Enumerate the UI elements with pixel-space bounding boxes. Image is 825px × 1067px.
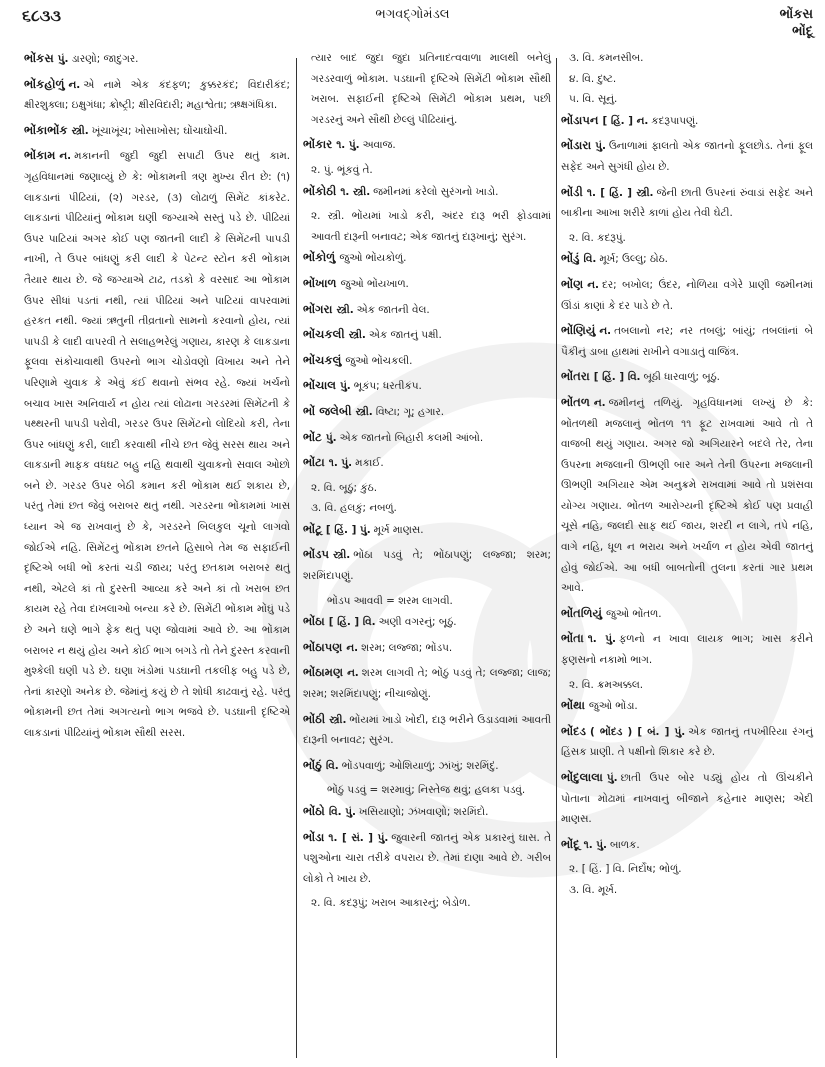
headword: ભોંદડ xyxy=(561,723,587,738)
definition-text: એક જાતનું પક્ષી. xyxy=(368,329,442,342)
definition-text: જુઓ ભોંચકલી. xyxy=(345,354,413,367)
definition-text: ખસિયાણો; ઝંખવાણો; શરમિંદો. xyxy=(358,806,489,818)
definition-text: તબલાનો નર; નર તબલું; બાંયું; તબલાંનાં બે પૈકીનું ડાબા હાથમાં રાખીને વગાડાતું વાજિંત્ર. xyxy=(561,325,813,358)
grammar-label: વિ. xyxy=(583,253,597,266)
dictionary-subsense xyxy=(303,160,551,181)
grammar-label: ન. xyxy=(59,150,72,163)
grammar-label: ૧. સ્ત્રી. xyxy=(340,185,371,198)
dictionary-entry xyxy=(303,181,551,203)
dictionary-entry xyxy=(561,603,813,625)
definition-text: ૨. વિ. કદરૂપું. xyxy=(569,231,626,244)
grammar-label: ૧. [ હિં. ] સ્ત્રી. xyxy=(586,186,654,199)
dictionary-entry xyxy=(561,135,813,177)
dictionary-subsense xyxy=(303,893,551,914)
dictionary-entry xyxy=(561,628,813,670)
dictionary-entry xyxy=(24,120,290,142)
headword: ભોંકાર xyxy=(303,137,333,152)
definition-text: મૂર્ખ માણસ. xyxy=(373,523,424,536)
grammar-label: ૧. પું. xyxy=(328,457,353,470)
dictionary-subsense xyxy=(561,48,813,69)
grammar-label: ન. xyxy=(587,278,599,291)
definition-text: એક જાતનો બિહારી કલમી આંબો. xyxy=(339,431,484,444)
grammar-label: પું. xyxy=(57,53,69,65)
dictionary-entry xyxy=(561,110,813,132)
definition-text: ડારણો; જાદુગર. xyxy=(71,53,139,65)
definition-text: દર; બખોલ; ઉંદર, નોળિયા વગેરે પ્રાણી જમીનમાં ઊંડાં કાણાં કે દર પાડે છે તે. xyxy=(561,278,813,312)
page-number: ૬૮૩૩ xyxy=(22,6,62,25)
definition-text: મકાનની જુદી જુદી સપાટી ઉપર થતું કામ. ગૃહવિધાનમાં જણાવ્યું છે કે: ભોંકામની ત્રણ મુખ્ય રીત છે: (૧) લાકડાનાં પીઢિયાં, (૨) ગરડર, (૩) લોઢાળું સિમેંટ કાંકરેટ. લાકડાનાં પીઢિયાંનું ભોંકામ ઘણી જગ્યાએ સસ્તું પડે છે. પીઢિયાં ઉપર પાટિયાં અગર કોઈ પણ જાતની લાદી કે સિમેંટની પાપડી નાખી, તે ઉપર બાંધણું કરી લાદી કે પેટન્ટ સ્ટોન કરી ભોંકામ તૈયાર થાય છે. જે જગ્યાએ ટાઢ, તડકો કે વરસાદ આ ભોંકામ ઉપર સીધાં પડતાં નથી, ત્યાં પીઢિયાં અને પાટિયાં વાપરવામાં હરકત નથી. જ્યાં ઋતુની તીવ્રતાનો સામનો કરવાનો હોય, ત્યાં પાપડી કે લાદી વાપરવી તે સલાહભરેલું ગણાય, કારણ કે લાકડાના ફૂલવા સંકોચાવાથી ઉપરનો ભાગ ચોડોવણો વિખાય અને તેને પરિણામે ચુવાક કે એવું કંઈ થવાનો સંભવ રહે. જ્યાં ખર્ચનો બચાવ ખાસ અનિવાર્ય ન હોય ત્યાં લોઢાના ગરડરમાં સિમેંટની કે પથ્થરની પાપડી પરોવી, ગરડર ઉપર સિમેંટનો લોદિયો કરી, તેના ઉપર બાંધણું કરી, લાદી કરવાથી નીચે છત જેવું સરસ થાય અને લાકડાની માફક વધઘટ બહુ નહિ થવાથી ચુવાકનો સવાલ ઓછો બને છે. ગરડર ઉપર બેઠી કમાન કરી ભોંકામ થઈ શકાય છે, પરંતુ તેમાં છત જેવું બરાબર થતું નથી. ગરડરના ભોંકામમાં ખાસ ધ્યાન એ જ રાખવાનું છે કે, ગરડરને બિલકુલ ચૂનો લાગવો જોઈએ નહિ. સિમેંટનું ભોંકામ છતને હિસાબે તેમ જ સફાઈની દૃષ્ટિએ બધી ભોં કરતાં ચડી જાય; પરંતુ છતકામ બરાબર થતું નથી, એટલે કાં તો દુરસ્તી આવ્યા કરે અને કાં તો ખરાબ છત કાયમ રહે તેવા દાખલાઓ બન્યા કરે છે. સિમેંટી ભોંકામ મોંઘું પડે છે અને ઘણે ભાગે ફેક થતું પણ જોવામાં આવે છે. આ ભોંકામ બરાબર ન થયું હોય અને કોઈ ભાગ બગડે તો તેને દુરસ્ત કરવાની મુશ્કેલી ઘણી પડે છે. ઘણા ખંડોમાં પડઘાની તકલીફ બહુ પડે છે, તેનાં કારણો અનેક છે. જેમાંનું કયું છે તે શોધી કાઢવાનું રહે. પરંતુ ભોંકામની છત તેમાં અગત્યનો ભાગ ભજવે છે. પડઘાની દૃષ્ટિએ લાકડાનાં પીઢિયાંનું ભોંકામ સૌથી સરસ. xyxy=(24,150,290,739)
definition-text: એ નામે એક કંદફળ; કુક્કરકંદ; વિદારીકંદ; ક્ષીરશુક્લા; ઇક્ષુગંધા; ક્રોષ્ટ્રી; ક્ષીરવિદારી; મહાશ્વેતા; ઋક્ષગંધિકા. xyxy=(24,78,290,112)
definition-text: જુઓ ભોંતળ. xyxy=(606,607,662,620)
definition-text: ભૂકંપ; ધરતીકંપ. xyxy=(353,380,422,393)
headword: ભોંતળિયું xyxy=(561,605,603,620)
dictionary-entry xyxy=(303,427,551,449)
dictionary-entry xyxy=(561,248,813,270)
definition-text: એક જાતની વેલ. xyxy=(356,303,430,316)
running-title: ભગવદ્ગોમંડલ xyxy=(375,7,450,22)
grammar-label: ૧. પું. xyxy=(336,139,360,152)
definition-text: બૂઠી ધારવાળું; બૂઠું. xyxy=(643,371,720,384)
headword: ભોંતરા xyxy=(561,369,590,384)
grammar-label: ન. xyxy=(68,78,81,91)
grammar-label: સ્ત્રી. xyxy=(336,303,354,316)
headword: ભોંથા xyxy=(561,698,585,713)
guide-word-last: ભોંદૂ xyxy=(792,24,813,39)
dictionary-entry xyxy=(303,709,551,751)
grammar-label: વિ. પું. xyxy=(328,806,356,818)
headword: ભોંટા xyxy=(303,455,325,470)
definition-text: ૨. વિ. બૂઠું; કુંઠ. xyxy=(311,481,378,494)
dictionary-subsense xyxy=(303,206,551,247)
headword: ભોંકોઠી xyxy=(303,183,337,198)
definition-text: ૨. વિ. ક્રમઅક્કલ. xyxy=(569,678,644,691)
definition-text: અવાજ. xyxy=(362,139,396,152)
dictionary-entry xyxy=(303,247,551,269)
dictionary-subsense xyxy=(561,859,813,880)
definition-text: ફળનો ન ખાવા લાયક ભાગ; ખાસ કરીને ફણસનો નકામો ભાગ. xyxy=(561,633,813,667)
definition-text: ૨. સ્ત્રી. ભોંયમાં ખાડો કરી, અંદર દારૂ ભરી ફોડવામાં આવતી દારૂની બનાવટ; એક જાતનું દારૂખાનું; સુરંગ. xyxy=(311,210,551,243)
headword: ભોંટ xyxy=(303,429,322,444)
dictionary-entry xyxy=(303,299,551,321)
dictionary-entry xyxy=(561,767,813,830)
dictionary-entry xyxy=(303,662,551,704)
grammar-label: ૧. [ સં. ] પું. xyxy=(328,831,389,844)
definition-text: ખૂંચાખૂંચ; ખોસાખોસ; ઘોંચાઘોંચી. xyxy=(91,124,228,137)
definition-text: છાતી ઉપર બોર પડ્યું હોય તો ઊંચકીને પોતાના મોઢામાં નાખવાનું બીજાને કહેનાર માણસ; એદી માણસ. xyxy=(561,772,813,826)
dictionary-subsense xyxy=(561,89,813,110)
definition-text: ૩. વિ. મૂર્ખ. xyxy=(569,883,618,896)
definition-text: ૨. વિ. કદરૂપું; ખરાબ આકારનું; બેડોળ. xyxy=(311,897,471,910)
definition-text: જુઓ ભોંડા. xyxy=(588,700,638,713)
dictionary-subsense xyxy=(303,498,551,519)
grammar-label: ૧. પું. xyxy=(587,633,616,646)
dictionary-subsense xyxy=(561,675,813,696)
definition-text: મકાઈ. xyxy=(355,457,384,470)
dictionary-entry xyxy=(561,320,813,362)
column-3 xyxy=(561,48,813,901)
dictionary-entry xyxy=(303,827,551,890)
definition-text: ભોંડપ આવવી = શરમ લાગવી. xyxy=(327,594,453,607)
headword: ભોંણિયું xyxy=(561,323,596,338)
definition-text: ૨. [ હિં. ] વિ. નિર્દોષ; ભોળું. xyxy=(569,863,682,876)
dictionary-entry xyxy=(303,375,551,397)
definition-text: ભોંઠું પડવું = શરમાવું; નિસ્તેજ થવું; હલકા પડવું. xyxy=(327,784,526,797)
dictionary-entry xyxy=(303,324,551,346)
dictionary-idiom xyxy=(303,780,551,801)
headword: ભોંડપ xyxy=(303,547,330,562)
headword: ભોંઠા xyxy=(303,614,325,629)
headword: ભોંખાળ xyxy=(303,275,337,290)
headword: ભોંતા xyxy=(561,631,584,646)
grammar-label: ન. xyxy=(599,325,612,338)
definition-text: અણી વગરનું; બૂઠું. xyxy=(378,616,457,629)
headword: ભોંણ xyxy=(561,276,584,291)
grammar-label: [ હિં. ] પું. xyxy=(325,523,371,536)
headword: ભોં જલેબી xyxy=(303,403,352,418)
definition-text: ભોંયમાં ખાડો ખોદી, દારૂ ભરીને ઉડાડવામાં આવતી દારૂની બનાવટ; સુરંગ. xyxy=(303,713,551,747)
headword: ભોંદુલાલા xyxy=(561,770,603,784)
headword: ભોંઠાપણ xyxy=(303,639,343,654)
headword: ભોંઠી xyxy=(303,711,326,726)
dictionary-entry xyxy=(24,48,290,70)
definition-text: જમીનમાં કરેલો સુરંગનો ખાડો. xyxy=(373,185,499,198)
definition-text: વિષ્ટા; ગૂ; હગાર. xyxy=(375,405,445,418)
dictionary-entry xyxy=(303,611,551,633)
dictionary-entry xyxy=(303,755,551,777)
grammar-label: સ્ત્રી. xyxy=(355,405,373,418)
column-1 xyxy=(24,48,290,748)
definition-text: ભોંડપવાળું; ઓશિયાળું; ઝાંખું; શરમિંદું. xyxy=(341,759,499,772)
dictionary-entry xyxy=(561,721,813,763)
dictionary-entry xyxy=(303,544,551,586)
grammar-label: પું. xyxy=(340,380,351,393)
dictionary-entry xyxy=(24,74,290,116)
definition-text: મૂર્ખ; ઉલ્લુ; ઠોઠ. xyxy=(599,253,668,266)
dictionary-subsense xyxy=(561,880,813,901)
headword: ભોંઠું xyxy=(303,757,322,772)
grammar-label: [ હિં. ] વિ. xyxy=(593,371,641,384)
grammar-label: [ હિં. ] વિ. xyxy=(328,616,376,629)
dictionary-entry xyxy=(561,695,813,717)
grammar-label: ૧. પું. xyxy=(583,838,608,851)
dictionary-subsense xyxy=(303,478,551,499)
definition-text: જમીનનું તળિયું. ગૃહવિધાનમાં લખ્યું છે કે: ભોંતળથી મજલાનું ભોંતળ ૧૧ ફૂટ રાખવામાં આવે તો તે વાજબી થયું ગણાય. અગર જો અગિયારને બદલે તેર, તેના ઉપરના મજલાની ઊભણી બાર અને તેની ઉપરના મજલાની ઊભણી અગિયાર એમ અનુક્રમે રાખવામાં આવે તો પ્રશંસવા યોગ્ય ગણાય. ભોંતળ આરોગ્યની દૃષ્ટિએ કોઈ પણ પ્રવાહી ચૂસે નહિ, જલદી સાફ થઈ જાય, શરદી ન લાગે, તપે નહિ, વાગે નહિ, ધૂળ ન ભરાય અને ખર્ચાળ ન હોય એવી જાતનું હોવું જોઈએ. આ બધી બાબતોની તુલના કરતાં ગાર પ્રથમ આવે. xyxy=(561,396,813,595)
grammar-label: સ્ત્રી. xyxy=(71,124,89,137)
headword: ભોંડી xyxy=(561,184,583,199)
headword: ભોંકોળું xyxy=(303,250,336,265)
dictionary-entry xyxy=(561,834,813,856)
headword: ભોંડાપન xyxy=(561,112,599,127)
dictionary-continuation xyxy=(303,48,551,130)
definition-text: જુઓ ભોંયખાળ. xyxy=(340,277,409,290)
grammar-label: ન. xyxy=(347,667,359,680)
column-divider xyxy=(556,58,557,1058)
grammar-label: ન. xyxy=(346,641,359,654)
grammar-label: સ્ત્રી. xyxy=(329,713,347,726)
grammar-label: પું. xyxy=(606,772,618,784)
dictionary-entry xyxy=(561,274,813,316)
dictionary-entry xyxy=(303,134,551,156)
guide-word-first: ભોંકસ xyxy=(779,7,813,22)
headword: ભોંકસ xyxy=(24,51,54,65)
dictionary-entry xyxy=(303,452,551,474)
headword: ભોંચકલું xyxy=(303,352,342,367)
headword: ભોંડું xyxy=(561,251,580,266)
grammar-label: પું. xyxy=(325,431,337,444)
headword: ભોંઠામણ xyxy=(303,665,344,680)
guide-words xyxy=(780,6,813,40)
headword: ભોંઠો xyxy=(303,804,325,818)
dictionary-entry xyxy=(303,401,551,423)
grammar-label: ન. xyxy=(593,396,606,409)
page-header xyxy=(0,0,825,50)
definition-text: શરમ; લજ્જા; ભોંડપ. xyxy=(361,641,453,654)
definition-text: એક જાતનું તપખીરિયા રંગનું હિંસક પ્રાણી. તે પક્ષીનો શિકાર કરે છે. xyxy=(561,725,813,759)
definition-text: ૨. પું. ભૂંકવું તે. xyxy=(311,163,373,176)
headword: ભોંગરા xyxy=(303,301,333,316)
definition-text: ૫. વિ. સૂનું. xyxy=(569,93,618,106)
grammar-label: [ હિં. ] ન. xyxy=(602,114,649,127)
definition-text: ૩. વિ. કમનસીબ. xyxy=(569,52,644,64)
grammar-label: વિ. xyxy=(325,759,339,772)
dictionary-entry xyxy=(24,145,290,743)
grammar-label: ( ભોંદડ ) [ બં. ] પું. xyxy=(590,725,686,738)
dictionary-entry xyxy=(303,801,551,823)
dictionary-entry xyxy=(561,366,813,388)
headword: ભોંડારા xyxy=(561,138,592,153)
headword: ભોંટૂ xyxy=(303,521,322,536)
definition-text: ભોંઠા પડવું તે; ભોંઠાપણું; લજ્જા; શરમ; શરમિંદાપણું. xyxy=(303,549,551,583)
grammar-label: પું. xyxy=(595,140,606,153)
headword: ભોંચાલ xyxy=(303,378,337,393)
definition-text: કદરૂપાપણું. xyxy=(651,114,699,127)
headword: ભોંડા xyxy=(303,829,325,844)
definition-text: જેની છાતી ઉપરનાં રુંવાડાં સફેદ અને બાકીના આખા શરીરે કાળાં હોય તેવી ઘેટી. xyxy=(561,186,814,220)
headword: ભોંચકલી xyxy=(303,327,345,342)
dictionary-subsense xyxy=(561,69,813,90)
dictionary-entry xyxy=(561,392,813,599)
grammar-label: સ્ત્રી. xyxy=(348,329,366,342)
definition-text: બાળક. xyxy=(610,838,640,851)
definition-text: ઉનાળામાં ફાલતો એક જાતનો ફૂલછોડ. તેનાં ફૂલ સફેદ અને સુગંધી હોય છે. xyxy=(561,140,813,173)
dictionary-entry xyxy=(561,182,813,224)
definition-text: જુઓ ભોંયકોળું. xyxy=(339,252,407,265)
dictionary-idiom xyxy=(303,591,551,612)
definition-text: જુવારની જાતનું એક પ્રકારનું ઘાસ. તે પશુઓના ચારા તરીકે વપરાય છે. તેમાં દાણા આવે છે. ગરીબ લોકો તે ખાય છે. xyxy=(303,831,551,885)
column-divider xyxy=(296,58,297,1058)
dictionary-subsense xyxy=(561,228,813,249)
definition-text: શરમ લાગવી તે; ભોંઠું પડવું તે; લજ્જા; લાજ; શરમ; શરમિંદાપણું; નીચાજોણું. xyxy=(303,667,551,701)
headword: ભોંકામ xyxy=(24,148,56,163)
grammar-label: સ્ત્રી. xyxy=(333,549,351,562)
dictionary-entry xyxy=(303,273,551,295)
headword: ભોંદૂ xyxy=(561,836,580,851)
headword: ભોંતળ xyxy=(561,394,590,409)
dictionary-entry xyxy=(303,519,551,541)
headword: ભોંકાભોંક xyxy=(24,122,68,137)
dictionary-entry xyxy=(303,350,551,372)
definition-text: ત્યાર બાદ જુદા જુદા પ્રતિનાદત્વવાળા માલથી બનેલું ગરડરવાળું ભોંકામ. પડઘાની દૃષ્ટિએ સિમેંટી ભોંકામ સૌથી ખરાબ. સફાઈની દૃષ્ટિએ સિમેંટી ભોંકામ પ્રથમ, પછી ગરડરનું અને સૌથી છેલ્લું પીઢિયાંનું. xyxy=(311,52,551,126)
headword: ભોંકહોળું xyxy=(24,76,65,91)
dictionary-entry xyxy=(303,637,551,659)
column-2 xyxy=(303,48,551,914)
definition-text: ૩. વિ. હલકું; નબળું. xyxy=(311,502,397,515)
definition-text: ૪. વિ. દુષ્ટ. xyxy=(569,72,617,85)
